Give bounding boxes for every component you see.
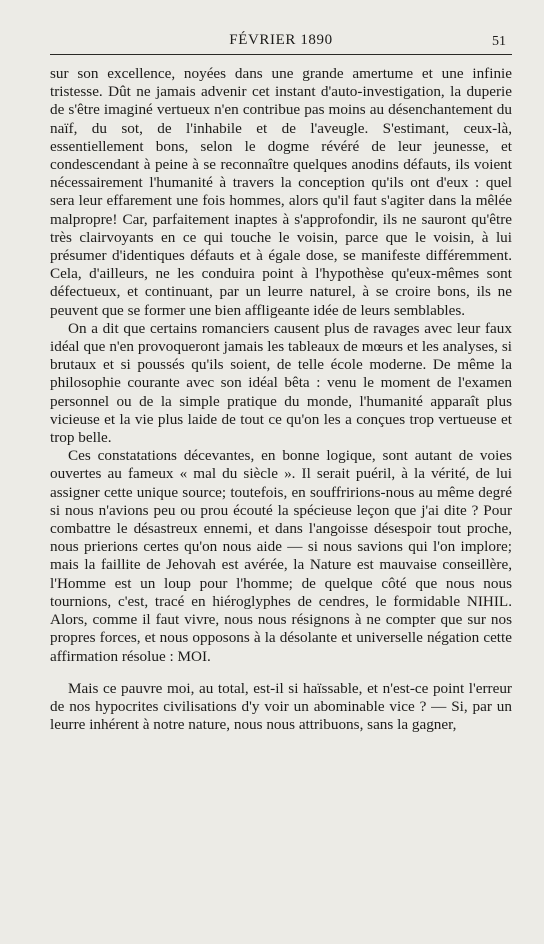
page-number: 51 xyxy=(492,34,506,49)
header-rule xyxy=(50,54,512,55)
page-header xyxy=(50,28,512,54)
body-text xyxy=(50,65,512,734)
paragraph-gap xyxy=(50,666,512,680)
running-title: FÉVRIER 1890 xyxy=(229,32,333,48)
paragraph-1: sur son excellence, noyées dans une grande amertume et une infinie tristesse. Dût ne jamais advenir cet instant d'auto-investigation, la duperie de s'être imaginé vertueux n'en contribue pas moins au désenchantement du naïf, du sot, de l'inhabile et de l'aveugle. S'estimant, ceux-là, essentiellement bons, selon le dogme révéré de leur jeunesse, et condescendant à peine à se reconnaître quelques anodins défauts, ils voient nécessairement l'humanité à travers la conception qu'ils ont d'eux : quel sera leur effarement une fois hommes, alors qu'il faut s'agiter dans la mêlée malpropre! Car, parfaitement inaptes à s'approfondir, ils ne sauront qu'être très clairvoyants en ce qui touche le voisin, parce que le voisin, à lui présumer d'identiques défauts et à égale dose, se manifeste différemment. Cela, d'ailleurs, ne les conduira point à l'hypothèse qu'eux-mêmes sont défectueux, et continuant, par un leurre naturel, à se croire bons, ils ne peuvent que se former une bien affligeante idée de leurs semblables. xyxy=(50,65,512,319)
paragraph-4: Mais ce pauvre moi, au total, est-il si haïssable, et n'est-ce point l'erreur de nos hypocrites civilisations d'y voir un abominable vice ? — Si, par un leurre inhérent à notre nature, nous nous attribuons, sans la gagner, xyxy=(50,679,512,734)
paragraph-3: Ces constatations décevantes, en bonne logique, sont autant de voies ouvertes au fameux « mal du siècle ». Il serait puéril, à la vérité, de lui assigner cette unique source; toutefois, en souffririons-nous au même degré si nous n'avions peu ou prou écouté la spécieuse leçon que j'ai dite ? Pour combattre le désastreux ennemi, et dans l'angoisse désespoir tout proche, nous prierions certes qu'on nous aide — si nous savions qui l'on implore; mais la faillite de Jehovah est avérée, la Nature est mauvaise conseillère, l'Homme est un loup pour l'homme; de quelque côté que nous nous tournions, c'est, tracé en hiéroglyphes de cendres, le formidable NIHIL. Alors, comme il faut vivre, nous nous résignons à ne compter que sur nos propres forces, et nous opposons à la désolante et universelle négation cette affirmation résolue : MOI. xyxy=(50,447,512,665)
paragraph-2: On a dit que certains romanciers causent plus de ravages avec leur faux idéal que n'en provoqueront jamais les tableaux de mœurs et les analyses, si brutaux et si poussés qu'ils soient, de telle école moderne. De même la philosophie courante avec son idéal bêta : venu le moment de l'examen personnel ou de la simple pratique du monde, l'humanité apparaît plus vicieuse et la vie plus laide de tout ce qu'on les a conçues trop vertueuse et trop belle. xyxy=(50,319,512,447)
